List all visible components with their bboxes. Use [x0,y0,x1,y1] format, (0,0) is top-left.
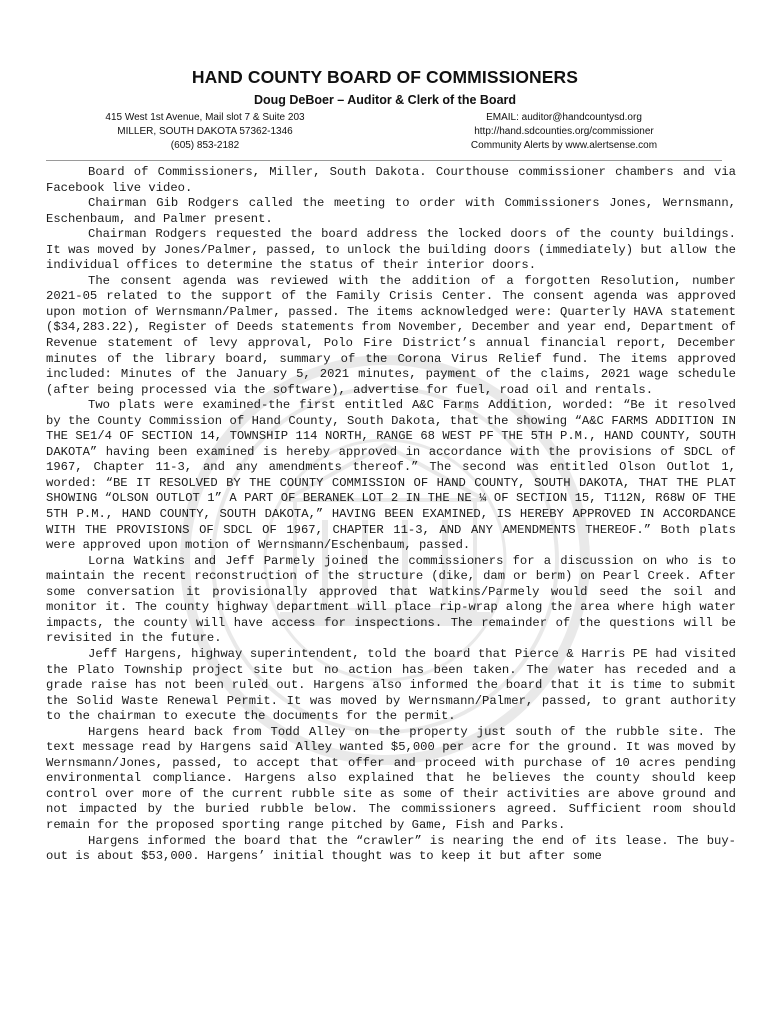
paragraph-4: The consent agenda was reviewed with the addition of a forgotten Resolution, number 2021-05 related to the support of the Family Crisis Center. The consent agenda was approved upon motion of Wernsmann/Palmer, passed. The items acknowledged were: Quarterly HAVA statement ($34,283.22), Register of Deeds statements from November, December and year end, Department of Revenue statement of levy approval, Polo Fire District’s annual financial report, December minutes of the library board, summary of the Corona Virus Relief fund. The items approved included: Minutes of the January 5, 2021 minutes, payment of the claims, 2021 wage schedule (after being processed via the software), advertise for fuel, road oil and rentals. [46,273,736,397]
letterhead [0,66,770,157]
email-address: EMAIL: auditor@handcountysd.org [486,112,642,123]
paragraph-5: Two plats were examined-the first entitled A&C Farms Addition, worded: “Be it resolved by the County Commission of Hand County, South Dakota, that the showing “A&C FARMS ADDITION IN THE SE1/4 OF SECTION 14, TOWNSHIP 114 NORTH, RANGE 68 WEST PF THE 5TH P.M., HAND COUNTY, SOUTH DAKOTA” having been examined is hereby approved in accordance with the provisions of SDCL of 1967, Chapter 11-3, and any amendments thereof.” The second was entitled Olson Outlot 1, worded: “BE IT RESOLVED BY THE COUNTY COMMISSION OF HAND COUNTY, SOUTH DAKOTA, THAT THE PLAT SHOWING “OLSON OUTLOT 1” A PART OF BERANEK LOT 2 IN THE NE ¼ OF SECTION 15, T112N, R68W OF THE 5TH P.M., HAND COUNTY, SOUTH DAKOTA,” HAVING BEEN EXAMINED, IS HEREBY APPROVED IN ACCORDANCE WITH THE PROVISIONS OF SDCL OF 1967, CHAPTER 11-3, AND ANY AMENDMENTS THEREOF.” Both plats were approved upon motion of Wernsmann/Eschenbaum, passed. [46,398,736,553]
mailing-address [95,111,315,153]
community-alerts-link: Community Alerts by www.alertsense.com [470,140,658,151]
phone-number: (605) 853-2182 [170,140,240,151]
paragraph-6: Lorna Watkins and Jeff Parmely joined the commissioners for a discussion on who is to maintain the recent reconstruction of the structure (dike, dam or berm) on Pearl Creek. After some conversation it provisionally approved that Watkins/Parmely would seed the soil and monitor it. The county highway department will place rip-wrap along the area where high water impacts, the county will have access for inspections. The remainder of the questions will be revisited in the future. [46,553,736,646]
paragraph-7: Jeff Hargens, highway superintendent, told the board that Pierce & Harris PE had visited the Plato Township project site but no action has been taken. The water has receded and a grade raise has not been ruled out. Hargens also informed the board that it is time to submit the Solid Waste Renewal Permit. It was moved by Wernsmann/Palmer, passed, to grant authority to the chairman to execute the documents for the permit. [46,646,736,724]
address-city: MILLER, SOUTH DAKOTA 57362-1346 [117,126,293,137]
board-title: HAND COUNTY BOARD OF COMMISSIONERS [191,67,579,87]
paragraph-8: Hargens heard back from Todd Alley on the property just south of the rubble site. The text message read by Hargens said Alley wanted $5,000 per acre for the ground. It was moved by Wernsmann/Jones, passed, to accept that offer and proceed with purchase of 10 acres pending environmental compliance. Hargens also explained that he believes the county should keep control over more of the current rubble site as some of their activities are above ground and not impacted by the buried rubble below. The commissioners agreed. Sufficient room should remain for the proposed sporting range pitched by Game, Fish and Parks. [46,724,736,832]
auditor-subtitle: Doug DeBoer – Auditor & Clerk of the Board [253,93,517,107]
paragraph-2: Chairman Gib Rodgers called the meeting to order with Commissioners Jones, Wernsmann, Eschenbaum, and Palmer present. [46,196,736,226]
minutes-body [46,165,736,865]
header-divider [46,160,722,161]
online-contacts [456,111,672,153]
paragraph-3: Chairman Rodgers requested the board address the locked doors of the county buildings. It was moved by Jones/Palmer, passed, to unlock the building doors (immediately) but allow the individual offices to determine the status of their interior doors. [46,227,736,273]
contact-block [0,111,770,157]
website-link: http://hand.sdcounties.org/commissioner [474,126,654,137]
paragraph-1: Board of Commissioners, Miller, South Dakota. Courthouse commissioner chambers and via Facebook live video. [46,165,736,195]
paragraph-9: Hargens informed the board that the “crawler” is nearing the end of its lease. The buy-out is about $53,000. Hargens’ initial thought was to keep it but after some [46,833,736,864]
address-street: 415 West 1st Avenue, Mail slot 7 & Suite 203 [105,112,305,123]
